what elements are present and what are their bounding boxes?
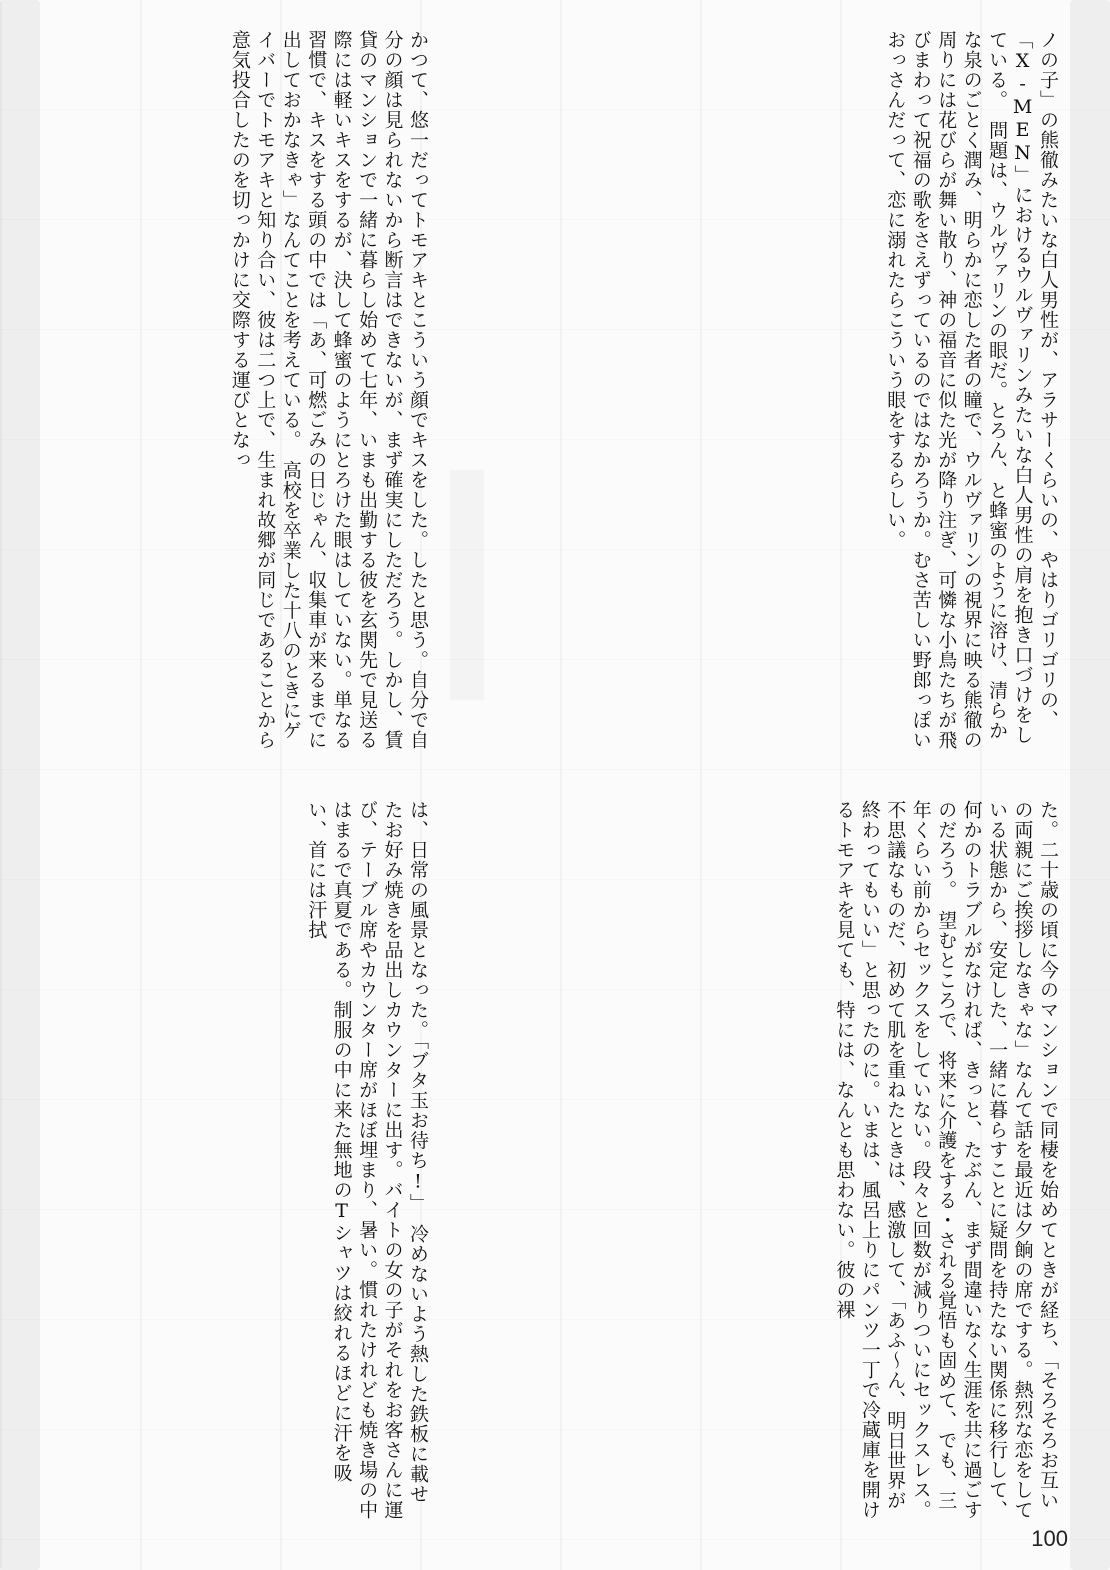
top-text-band	[70, 30, 1060, 750]
top-left-column: かつて、悠一だってトモアキとこういう顔でキスをした。したと思う。自分で自分の顔は見られないから断言はできないが、まず確実にしただろう。しかし、賃貸のマンションで一緒に暮らし始めて七年、いまも出勤する彼を玄関先で見送る際には軽いキスをするが、決して蜂蜜のようにとろけた眼はしていない。単なる習慣で、キスをする頭の中では「あ、可燃ごみの日じゃん、収集車が来るまでに出しておかなきゃ」なんてことを考えている。 高校を卒業した十八のときにゲイバーでトモアキと知り合い、彼は二つ上で、生まれ故郷が同じであることから意気投合したのを切っかけに交際する運びとなっ	[228, 30, 429, 750]
page-smudge	[1070, 0, 1110, 1570]
section-heading	[450, 470, 484, 700]
bottom-text-band	[70, 800, 1060, 1520]
page-smudge	[0, 0, 40, 1570]
page-number: 100	[1031, 1526, 1068, 1551]
bottom-right-column: た。二十歳の頃に今のマンションで同棲を始めてときが経ち、「そろそろお互いの両親にご挨拶しなきゃな」なんて話を最近は夕餉の席でする。熱烈な恋をしている状態から、安定した、一緒に暮らすことに疑問を持たない関係に移行して、何かのトラブルがなければ、きっと、たぶん、まず間違いなく生涯を共に過ごすのだろう。 望むところで、将来に介護をする・される覚悟も固めて、でも、三年くらい前からセックスをしていない。段々と回数が減りついにセックスレス。不思議なものだ、初めて肌を重ねたときは、感激して、「あふ〜ん、明日世界が終わってもいい」と思ったのに。いまは、風呂上りにパンツ一丁で冷蔵庫を開けるトモアキを見ても、特には、なんとも思わない。彼の裸	[833, 800, 1059, 1520]
bottom-left-column: は、日常の風景となった。「ブタ玉お待ち!」 冷めないよう熱した鉄板に載せたお好み焼きを品出しカウンターに出す。バイトの女の子がそれをお客さんに運び、テーブル席やカウンター席がほぼ埋まり、暑い。慣れたけれども焼き場の中はまるで真夏である。制服の中に来た無地のTシャツは絞れるほどに汗を吸い、首には汗拭	[305, 800, 429, 1520]
top-right-column: ノの子」の熊徹みたいな白人男性が、アラサーくらいの、やはりゴリゴリの、「X-MEN」におけるウルヴァリンみたいな白人男性の肩を抱き口づけをしている。 問題は、ウルヴァリンの眼だ。とろん、と蜂蜜のように溶け、清らかな泉のごとく潤み、明らかに恋した者の瞳で、ウルヴァリンの視界に映る熊徹の周りには花びらが舞い散り、神の福音に似た光が降り注ぎ、可憐な小鳥たちが飛びまわって祝福の歌をさえずっているのではなかろうか。むさ苦しい野郎っぽいおっさんだって、恋に溺れたらこういう眼をするらしい。	[884, 30, 1059, 750]
